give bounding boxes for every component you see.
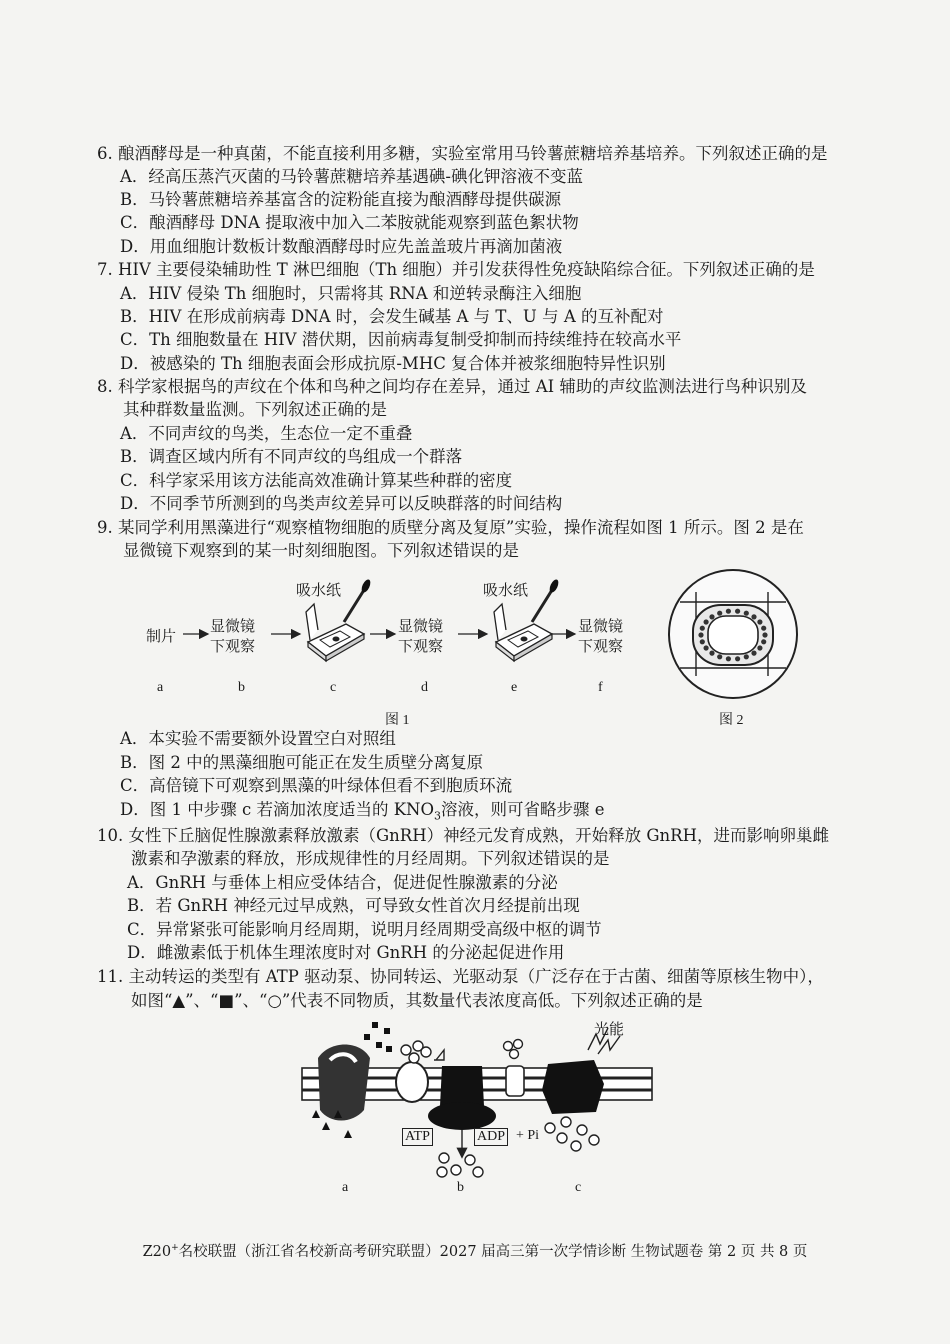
q8-stem-line1: 8. 科学家根据鸟的声纹在个体和鸟种之间均存在差异，通过 AI 辅助的声纹监测法进行鸟种识别及 — [97, 377, 807, 396]
flow-step-d-label-1: 显微镜 — [398, 617, 444, 635]
q10-stem-line2: 激素和孕激素的释放，形成规律性的月经周期。下列叙述错误的是 — [131, 849, 610, 868]
atp-label: ATP — [402, 1128, 433, 1146]
q11-stem-line1: 11. 主动转运的类型有 ATP 驱动泵、协同转运、光驱动泵（广泛存在于古菌、细菌等原核生物中）， — [97, 967, 824, 986]
flow-step-c-blotting-paper-label: 吸水纸 — [296, 581, 342, 599]
q8-option-b: B．调查区域内所有不同声纹的鸟组成一个群落 — [120, 447, 463, 466]
flow-letter-a: a — [157, 680, 164, 695]
q10-option-c: C．异常紧张可能影响月经周期，说明月经周期受高级中枢的调节 — [127, 920, 602, 939]
q9-option-a: A．本实验不需要额外设置空白对照组 — [120, 729, 396, 748]
q10-option-d: D．雌激素低于机体生理浓度时对 GnRH 的分泌起促进作用 — [127, 943, 565, 962]
flow-step-d-label-2: 下观察 — [398, 637, 444, 655]
q6-option-a: A．经高压蒸汽灭菌的马铃薯蔗糖培养基遇碘-碘化钾溶液不变蓝 — [120, 167, 583, 186]
q7-option-b: B．HIV 在形成前病毒 DNA 时，会发生碱基 A 与 T、U 与 A 的互补配对 — [120, 307, 664, 326]
q9-stem-line2: 显微镜下观察到的某一时刻细胞图。下列叙述错误的是 — [123, 541, 519, 560]
q10-option-b: B．若 GnRH 神经元过早成熟，可导致女性首次月经提前出现 — [127, 896, 580, 915]
q10-option-a: A．GnRH 与垂体上相应受体结合，促进促性腺激素的分泌 — [127, 873, 558, 892]
adp-label: ADP — [474, 1128, 508, 1146]
pi-label: + Pi — [516, 1128, 540, 1143]
q6-option-b: B．马铃薯蔗糖培养基富含的淀粉能直接为酿酒酵母提供碳源 — [120, 190, 562, 209]
q8-stem-line2: 其种群数量监测。下列叙述正确的是 — [123, 400, 387, 419]
flow-letter-e: e — [511, 680, 518, 695]
q6-option-d: D．用血细胞计数板计数酿酒酵母时应先盖盖玻片再滴加菌液 — [120, 237, 563, 256]
flow-letter-c: c — [330, 680, 337, 695]
flow-step-b-label-1: 显微镜 — [210, 617, 256, 635]
q11-stem-line2: 如图“▲”、“■”、“○”代表不同物质，其数量代表浓度高低。下列叙述正确的是 — [131, 991, 703, 1010]
q8-option-a: A．不同声纹的鸟类，生态位一定不重叠 — [120, 424, 413, 443]
q9-option-d-subscript: 3 — [433, 809, 441, 823]
figure-2-caption: 图 2 — [719, 713, 744, 728]
footer-text: 名校联盟（浙江省名校新高考研究联盟）2027 届高三第一次学情诊断 生物试题卷 第 2 页 共 8 页 — [178, 1244, 808, 1260]
footer-plus: + — [171, 1243, 179, 1254]
q9-option-d-part1: D．图 1 中步骤 c 若滴加浓度适当的 KNO — [120, 800, 434, 819]
q7-option-a: A．HIV 侵染 Th 细胞时，只需将其 RNA 和逆转录酶注入细胞 — [120, 284, 582, 303]
flow-step-b-label-2: 下观察 — [210, 637, 256, 655]
pump-letter-b: b — [457, 1180, 464, 1195]
q8-option-d: D．不同季节所测到的鸟类声纹差异可以反映群落的时间结构 — [120, 494, 563, 513]
light-energy-label: 光能 — [594, 1022, 625, 1038]
page-footer — [0, 1240, 950, 1261]
q7-option-d: D．被感染的 Th 细胞表面会形成抗原-MHC 复合体并被浆细胞特异性识别 — [120, 354, 666, 373]
carrier-small — [504, 1040, 525, 1097]
q9-option-c: C．高倍镜下可观察到黑藻的叶绿体但看不到胞质环流 — [120, 776, 513, 795]
flow-letter-f: f — [598, 680, 603, 695]
q8-option-c: C．科学家采用该方法能高效准确计算某些种群的密度 — [120, 471, 513, 490]
q9-stem-line1: 9. 某同学利用黑藻进行“观察植物细胞的质壁分离及复原”实验，操作流程如图 1 所示。图 2 是在 — [97, 518, 804, 537]
q10-stem-line1: 10. 女性下丘脑促性腺激素释放激素（GnRH）神经元发育成熟，开始释放 GnRH，进而影响卵巢雌 — [97, 826, 829, 845]
q6-option-c: C．酿酒酵母 DNA 提取液中加入二苯胺就能观察到蓝色絮状物 — [120, 213, 579, 232]
pump-letter-a: a — [342, 1180, 349, 1195]
flow-step-f-label-2: 下观察 — [578, 637, 624, 655]
flow-letter-b: b — [238, 680, 245, 695]
footer-z20: Z20 — [142, 1244, 172, 1260]
flow-letter-d: d — [421, 680, 428, 695]
q9-option-b: B．图 2 中的黑藻细胞可能正在发生质壁分离复原 — [120, 753, 484, 772]
flow-step-a-label: 制片 — [146, 627, 177, 645]
pump-letter-c: c — [575, 1180, 582, 1195]
figure-1-caption: 图 1 — [385, 713, 410, 728]
flow-step-e-blotting-paper-label: 吸水纸 — [483, 581, 529, 599]
flow-step-f-label-1: 显微镜 — [578, 617, 624, 635]
q7-stem: 7. HIV 主要侵染辅助性 T 淋巴细胞（Th 细胞）并引发获得性免疫缺陷综合征。下列叙述正确的是 — [97, 260, 815, 279]
q9-option-d-part2: 溶液，则可省略步骤 e — [440, 800, 605, 819]
q7-option-c: C．Th 细胞数量在 HIV 潜伏期，因前病毒复制受抑制而持续维持在较高水平 — [120, 330, 682, 349]
q6-stem: 6. 酿酒酵母是一种真菌，不能直接利用多糖，实验室常用马铃薯蔗糖培养基培养。下列叙述正确的是 — [97, 144, 828, 163]
